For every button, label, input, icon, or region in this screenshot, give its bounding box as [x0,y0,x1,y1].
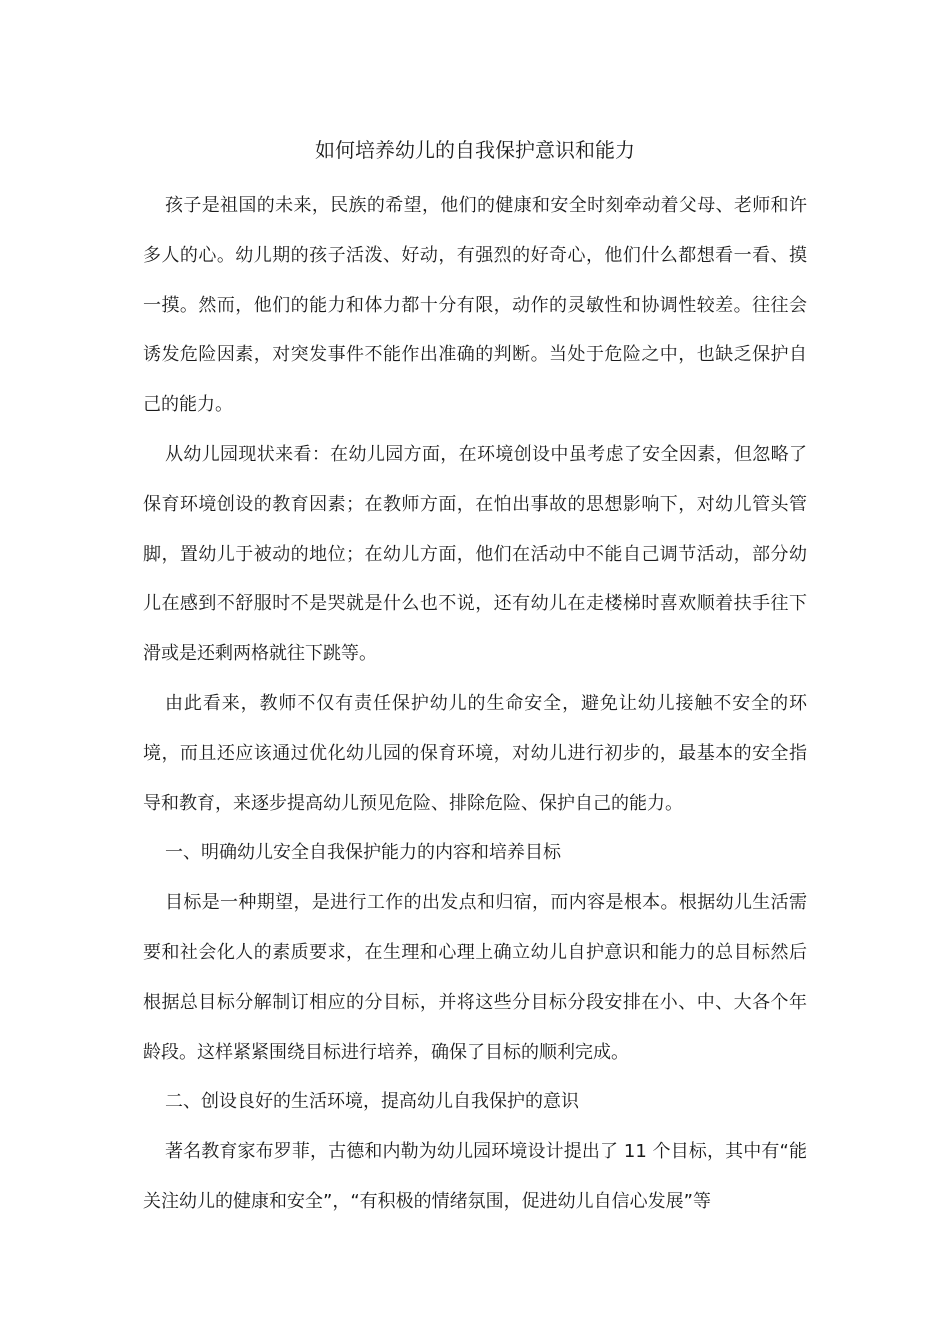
document-title: 如何培养幼儿的自我保护意识和能力 [315,138,635,162]
paragraph-teacher-responsibility: 由此看来，教师不仅有责任保护幼儿的生命安全，避免让幼儿接触不安全的环境，而且还应该通过优化幼儿园的保育环境，对幼儿进行初步的，最基本的安全指导和教育，来逐步提高幼儿预见危险、排除危险、保护自己的能力。 [143,692,807,814]
document-body [143,181,807,1227]
paragraph-intro: 孩子是祖国的未来，民族的希望，他们的健康和安全时刻牵动着父母、老师和许多人的心。幼儿期的孩子活泼、好动，有强烈的好奇心，他们什么都想看一看、摸一摸。然而，他们的能力和体力都十分有限，动作的灵敏性和协调性较差。往往会诱发危险因素，对突发事件不能作出准确的判断。当处于危险之中，也缺乏保护自己的能力。 [143,195,807,416]
paragraph-environment: 著名教育家布罗菲，古德和内勒为幼儿园环境设计提出了 11 个目标，其中有“能关注幼儿的健康和安全”，“有积极的情绪氛围，促进幼儿自信心发展”等 [143,1141,807,1212]
section-heading-1: 一、明确幼儿安全自我保护能力的内容和培养目标 [165,842,561,864]
paragraph-goals: 目标是一种期望，是进行工作的出发点和归宿，而内容是根本。根据幼儿生活需要和社会化人的素质要求，在生理和心理上确立幼儿自护意识和能力的总目标然后根据总目标分解制订相应的分目标，并将这些分目标分段安排在小、中、大各个年龄段。这样紧紧围绕目标进行培养，确保了目标的顺利完成。 [143,892,807,1063]
section-heading-2: 二、创设良好的生活环境，提高幼儿自我保护的意识 [165,1091,579,1113]
paragraph-current-situation: 从幼儿园现状来看：在幼儿园方面，在环境创设中虽考虑了安全因素，但忽略了保育环境创设的教育因素；在教师方面，在怕出事故的思想影响下，对幼儿管头管脚，置幼儿于被动的地位；在幼儿方面，他们在活动中不能自己调节活动，部分幼儿在感到不舒服时不是哭就是什么也不说，还有幼儿在走楼梯时喜欢顺着扶手往下滑或是还剩两格就往下跳等。 [143,443,807,665]
